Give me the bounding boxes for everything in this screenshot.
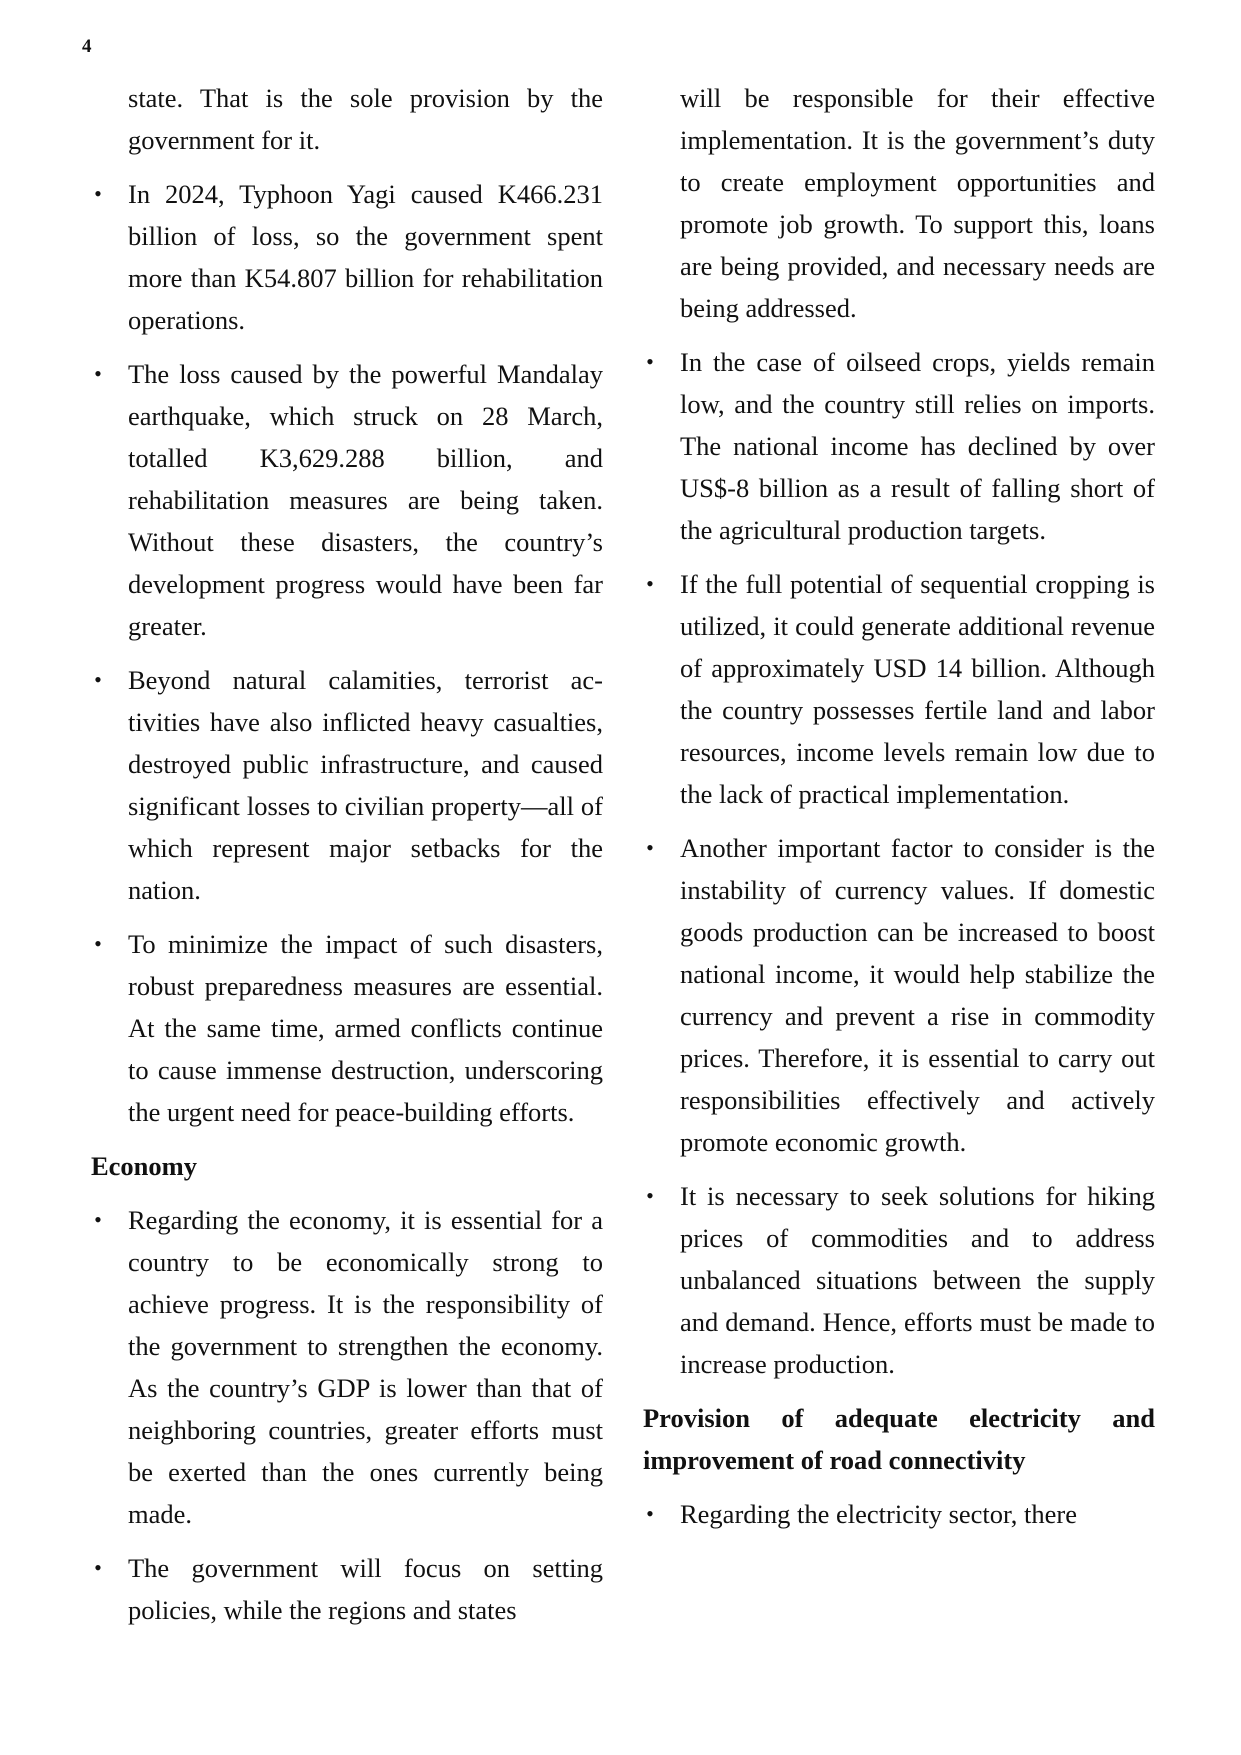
section-heading-electricity-roads: Provision of adequate electricity and improvement of road connectivity [643,1403,1155,1475]
economy-bullet-list [91,1199,603,1631]
bullet-icon: • [646,1501,654,1526]
bullet-icon: • [94,931,102,956]
bullet-icon: • [646,349,654,374]
bullet-item-terrorist-activities [91,659,603,911]
bullet-item-preparedness [91,923,603,1133]
bullet-text: Another important factor to consider is the instability of currency values. If domestic goods production can be increased to boost national income, it would help stabilize the currency and prevent a rise in commodity prices. Therefore, it is essential to carry out responsibilities effectively and actively promote economic growth. [680,833,1155,1157]
bullet-text: Regarding the electricity sector, there [680,1499,1077,1529]
bullet-icon: • [94,1207,102,1232]
bullet-icon: • [94,181,102,206]
bullet-text: The government will focus on setting policies, while the regions and states [128,1553,603,1625]
bullet-text: In the case of oilseed crops, yields remain low, and the country still relies on imports. The national income has declined by over US$-8 billion as a result of falling short of the agricultural production targets. [680,347,1155,545]
bullet-icon: • [646,835,654,860]
bullet-text: The loss caused by the powerful Mandalay earthquake, which struck on 28 March, totalled K3,629.288 billion, and rehabilitation measures are being taken. Without these disasters, the country’s development progress would have been far greater. [128,359,603,641]
bullet-item-oilseed-crops [643,341,1155,551]
bullet-item-economy-strength [91,1199,603,1535]
bullet-item-commodity-prices [643,1175,1155,1385]
bullet-icon: • [94,667,102,692]
bullet-item-currency-instability [643,827,1155,1163]
bullet-item-typhoon-yagi [91,173,603,341]
bullet-item-electricity-sector [643,1493,1155,1535]
bullet-item-sequential-cropping [643,563,1155,815]
section-heading-economy: Economy [91,1151,197,1181]
page-number: 4 [82,36,92,57]
bullet-text: Beyond natural calamities, terrorist activities have also inflicted heavy casualties, destroyed public infrastructure, and caused significant losses to civilian property—all of which represent major setbacks for the nation. [128,665,603,905]
economy-bullet-list-continued [643,341,1155,1385]
electricity-bullet-list [643,1493,1155,1535]
bullet-icon: • [94,1555,102,1580]
bullet-text: It is necessary to seek solutions for hiking prices of commodities and to address unbalanced situations between the supply and demand. Hence, efforts must be made to increase production. [680,1181,1155,1379]
bullet-text: Regarding the economy, it is essential for a country to be economically strong to achieve progress. It is the responsibility of the government to strengthen the economy. As the country’s GDP is lower than that of neighboring countries, greater efforts must be exerted than the ones currently being made. [128,1205,603,1529]
right-column [643,77,1155,1535]
bullet-text: To minimize the impact of such disasters, robust preparedness measures are essential. At the same time, armed conflicts continue to cause immense destruction, underscoring the urgent need for peace-building efforts. [128,929,603,1127]
bullet-icon: • [646,571,654,596]
bullet-icon: • [94,361,102,386]
bullet-text: If the full potential of sequential cropping is utilized, it could generate additional revenue of approximately USD 14 billion. Although the country possesses fertile land and labor resources, income levels remain low due to the lack of practical implementation. [680,569,1155,809]
bullet-text: In 2024, Typhoon Yagi caused K466.231 billion of loss, so the government spent more than K54.807 billion for rehabilitation operations. [128,179,603,335]
continuation-paragraph: will be responsible for their effective implementation. It is the government’s duty to create employment opportunities and promote job growth. To support this, loans are being provided, and necessary needs are being addressed. [680,83,1155,323]
bullet-icon: • [646,1183,654,1208]
disaster-bullet-list [91,173,603,1133]
bullet-item-government-policies [91,1547,603,1631]
continuation-paragraph: state. That is the sole provision by the government for it. [128,83,603,155]
bullet-item-mandalay-earthquake [91,353,603,647]
left-column [91,77,603,1631]
